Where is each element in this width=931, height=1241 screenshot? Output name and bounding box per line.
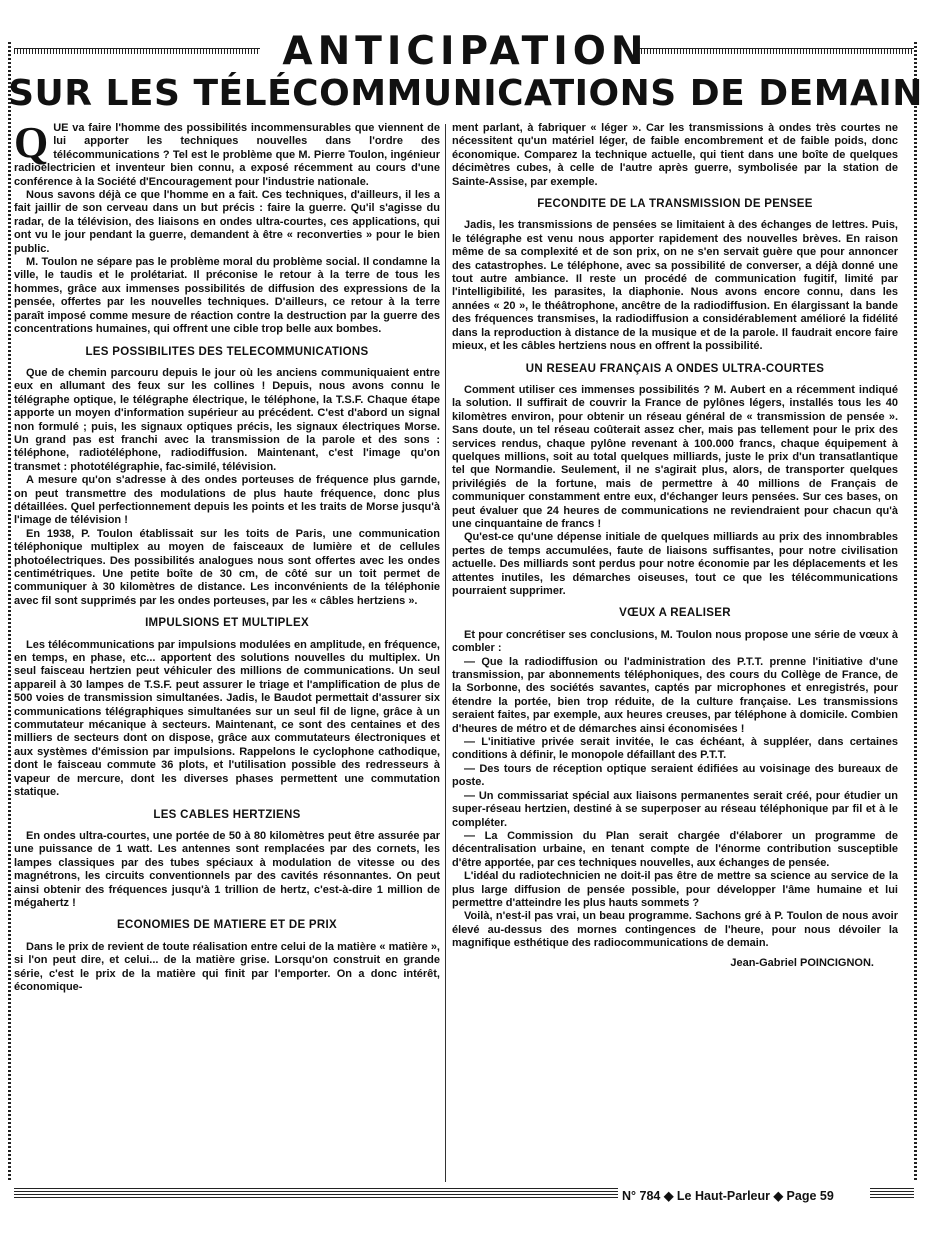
body-paragraph: — Que la radiodiffusion ou l'administration des P.T.T. prenne l'initiative d'une transmission, par abonnements téléphoniques, des cours du Collège de France, de la Sorbonne, des sociétés savantes, captés par microphones et enregistrés, pour étendre la portée, bien trop réduite, de la culture française. Les transmissions seraient faites, par exemple, aux heures creuses, par téléphone à domicile. Combien d'heures de métro et de démarches ainsi économisées ! xyxy=(452,655,898,735)
left-border-rule xyxy=(8,42,11,1181)
section-heading: ECONOMIES DE MATIERE ET DE PRIX xyxy=(117,919,337,932)
section-heading: LES POSSIBILITES DES TELECOMMUNICATIONS xyxy=(85,345,369,358)
body-paragraph: Que de chemin parcouru depuis le jour où les anciens communiquaient entre eux en allumant des feux sur les collines ! Depuis, nous avons connu le télégraphe optique, le télégraphe électrique, le téléphone, la T.S.F. Chaque étape apporte un moyen d'information supérieur au précédent. C'est d'abord un signal non formulé ; puis, les signaux optiques précis, les signaux électriques Morse. Un grand pas est franchi avec la transmission de la parole et des sons : téléphone, radiotéléphone, radiodiffusion. Maintenant, c'est l'image qu'on transmet : phototélégraphie, fac-similé, télévision. xyxy=(14,366,440,473)
body-paragraph: — Des tours de réception optique seraient édifiées au voisinage des bureaux de poste. xyxy=(452,762,898,789)
column-divider xyxy=(445,124,446,1182)
body-paragraph: Dans le prix de revient de toute réalisation entre celui de la matière « matière », si l'on peut dire, et celui... de la matière grise. Lorsqu'on construit en grande série, c'est le prix de la matière qui finit par l'emporter. On a donc intérêt, économique- xyxy=(14,940,440,993)
body-paragraph: ment parlant, à fabriquer « léger ». Car les transmissions à ondes très courtes ne nécessitent qu'un matériel léger, de faible encombrement et de faible poids, donc économique. Comparez la technique actuelle, qui tient dans une boîte de quelques décimètres cubes, à celle de l'autre après guerre, symbolisée par la station de Sainte-Assise, par exemple. xyxy=(452,122,898,188)
body-paragraph: A mesure qu'on s'adresse à des ondes porteuses de fréquence plus garnde, on peut transmettre des modulations de plus haute fréquence, donc plus détaillées. Quel perfectionnement depuis les points et les traits de Morse jusqu'à l'image de télévision ! xyxy=(14,474,440,527)
author-signature: Jean-Gabriel POINCIGNON. xyxy=(730,956,874,969)
body-paragraph: — Un commissariat spécial aux liaisons permanentes serait créé, pour étudier un super-réseau hertzien, destiné à se superposer au réseau téléphonique par fil et à le compléter. xyxy=(452,789,898,829)
body-paragraph: En 1938, P. Toulon établissait sur les toits de Paris, une communication téléphonique multiplex au moyen de faisceaux de lumière et de cellules photoélectriques. Des possibilités analogues nous sont offertes avec les ondes centimétriques. Une petite boîte de 30 cm, de côté sur un toit permet de communiquer à 30 kilomètres de distance. Les inconvénients de la téléphonie avec fil sont supprimés par les ondes porteuses, par les « câbles hertziens ». xyxy=(14,527,440,607)
right-column xyxy=(452,122,898,1180)
body-paragraph: Et pour concrétiser ses conclusions, M. Toulon nous propose une série de vœux à combler : xyxy=(452,628,898,655)
body-paragraph: Comment utiliser ces immenses possibilités ? M. Aubert en a récemment indiqué la solution. Il suffirait de couvrir la France de pylônes légers, installés tous les 40 kilomètres environ, pour obtenir un réseau général de « transmission de pensée ». Sans doute, un tel réseau coûterait assez cher, mais pas tellement pour le prix des services rendus, chaque pylône revenant à 100.000 francs, chaque équipement à quelques millions, soit au total quelques milliards, juste le prix d'un transatlantique tel que Normandie. Seulement, il ne s'agirait plus, alors, de transporter quelques privilégiés de la fortune, mais de permettre à 40 millions de Français de communiquer constamment entre eux, d'échanger leurs pensées. Sur ces bases, on peut évaluer que 24 heures de communications ne reviendraient pour chacun qu'à une cinquantaine de francs ! xyxy=(452,383,898,530)
intro-text: UE va faire l'homme des possibilités incommensurables que viennent de lui apporter les techniques nouvelles dans l'ordre des télécommunications ? Tel est le problème que M. Pierre Toulon, ingénieur radioélectricien et inventeur bien connu, a exposé récemment au cours d'une conférence à la Société d'Encouragement pour l'industrie nationale. xyxy=(14,122,440,188)
section-heading: IMPULSIONS ET MULTIPLEX xyxy=(145,617,309,630)
page-footer: N° 784 ◆ Le Haut-Parleur ◆ Page 59 xyxy=(622,1189,834,1203)
drop-cap: Q xyxy=(14,122,49,167)
left-column xyxy=(14,122,440,1180)
footer-rule-right xyxy=(870,1188,914,1200)
article-subtitle: SUR LES TÉLÉCOMMUNICATIONS DE DEMAIN xyxy=(8,73,923,114)
body-paragraph: Qu'est-ce qu'une dépense initiale de quelques milliards au prix des innombrables pertes de temps accumulées, faute de liaisons suffisantes, pour notre civilisation actuelle. Des milliards sont perdus pour notre économie par les déplacements et les attentes inutiles, les démarches oiseuses, tout ce que les télécommunications pourraient supprimer. xyxy=(452,531,898,597)
body-paragraph: En ondes ultra-courtes, une portée de 50 à 80 kilomètres peut être assurée par une puissance de 1 watt. Les antennes sont remplacées par des cornets, les lampes classiques par des tubes spéciaux à modulation de vitesse ou des magnétrons, les circuits conventionnels par des cavités résonnantes. On peut ainsi obtenir des fréquences jusqu'à 1 trillion de hertz, c'est-à-dire 1 million de mégahertz ! xyxy=(14,829,440,909)
body-paragraph: L'idéal du radiotechnicien ne doit-il pas être de mettre sa science au service de la plus large diffusion de pensée possible, pour développer l'âme humaine et lui permettre d'atteindre les plus hauts sommets ? xyxy=(452,870,898,909)
intro-paragraph xyxy=(14,122,440,189)
body-paragraph: Les télécommunications par impulsions modulées en amplitude, en fréquence, en temps, en phase, etc... apportent des solutions nouvelles du multiplex. Un seul faisceau hertzien peut véhiculer des millions de communications. Un seul appareil à 30 lampes de T.S.F. peut assurer le triage et l'amplification de plus de 500 voies de transmission simultanées. Jadis, le Baudot permettait d'assurer six communications télégraphiques simultanées sur un seul fil de ligne, grâce à un commutateur mécanique à secteurs. Maintenant, ce sont des centaines et des milliers de secteurs dont on dispose, grâce aux commutateurs électroniques et aux systèmes d'émission par impulsions. Rappelons le cyclophone cathodique, dont le faisceau commute 36 plots, et l'utilisation possible des redresseurs à vapeur de mercure, dont les diverses phases permettent une commutation statique. xyxy=(14,638,440,799)
section-heading: FECONDITE DE LA TRANSMISSION DE PENSEE xyxy=(537,198,813,211)
body-paragraph: — L'initiative privée serait invitée, le cas échéant, à suppléer, dans certaines conditions à définir, le monopole défaillant des P.T.T. xyxy=(452,736,898,762)
body-paragraph: Nous savons déjà ce que l'homme en a fait. Ces techniques, d'ailleurs, il les a fait jaillir de son cerveau dans un but précis : faire la guerre. Qu'il s'agisse du radar, de la télévision, des liaisons en ondes ultra-courtes, ces applications, qui ont vu le jour pendant la guerre, demandent à être « reconverties » pour le bien public. xyxy=(14,189,440,255)
body-paragraph: Jadis, les transmissions de pensées se limitaient à des échanges de lettres. Puis, le télégraphe est venu nous apporter rapidement des nouvelles brèves. En raison même de sa complexité et de son prix, on ne s'en servait guère que pour annoncer des catastrophes. Le téléphone, avec sa possibilité de converser, a déjà donné une tout autre ambiance. Il reste un procédé de communication fugitif, limité par l'intelligibilité, les parasites, la diaphonie. Nous avons encore connu, dans les années « 20 », le théâtrophone, ancêtre de la radiodiffusion. En élargissant la bande des fréquences transmises, la radiodiffusion a considérablement amélioré la fidélité dans la reproduction à distance de la musique et de la parole. Il faudrait encore faire mieux, et les câbles hertziens nous en offrent la possibilité. xyxy=(452,219,898,353)
section-heading: LES CABLES HERTZIENS xyxy=(153,808,301,821)
article-title: ANTICIPATION xyxy=(282,29,649,74)
section-heading: UN RESEAU FRANÇAIS A ONDES ULTRA-COURTES xyxy=(525,362,825,375)
body-paragraph: — La Commission du Plan serait chargée d'élaborer un programme de décentralisation urbaine, en tenant compte de l'énorme contribution susceptible d'être apportée, par ces techniques nouvelles, aux échanges de pensée. xyxy=(452,829,898,869)
section-heading: VŒUX A REALISER xyxy=(619,607,731,620)
footer-rule-left xyxy=(14,1188,618,1200)
body-paragraph: M. Toulon ne sépare pas le problème moral du problème social. Il condamne la ville, le taudis et le prolétariat. Il préconise le retour à la terre de tous les hommes, grâce aux immenses possibilités de diffusion des expressions de la pensée, offertes par les nouvelles techniques. D'ailleurs, ce retour à la terre paraît imposé comme mesure de réaction contre la destruction par la guerre des concentrations humaines, qui offrent une cible trop belle aux bombes. xyxy=(14,256,440,336)
body-paragraph: Voilà, n'est-il pas vrai, un beau programme. Sachons gré à P. Toulon de nous avoir élevé au-dessus des mornes contingences de l'heure, pour nous dévoiler la magnifique esthétique des radiocommunications de demain. xyxy=(452,910,898,950)
right-border-rule xyxy=(914,42,917,1181)
